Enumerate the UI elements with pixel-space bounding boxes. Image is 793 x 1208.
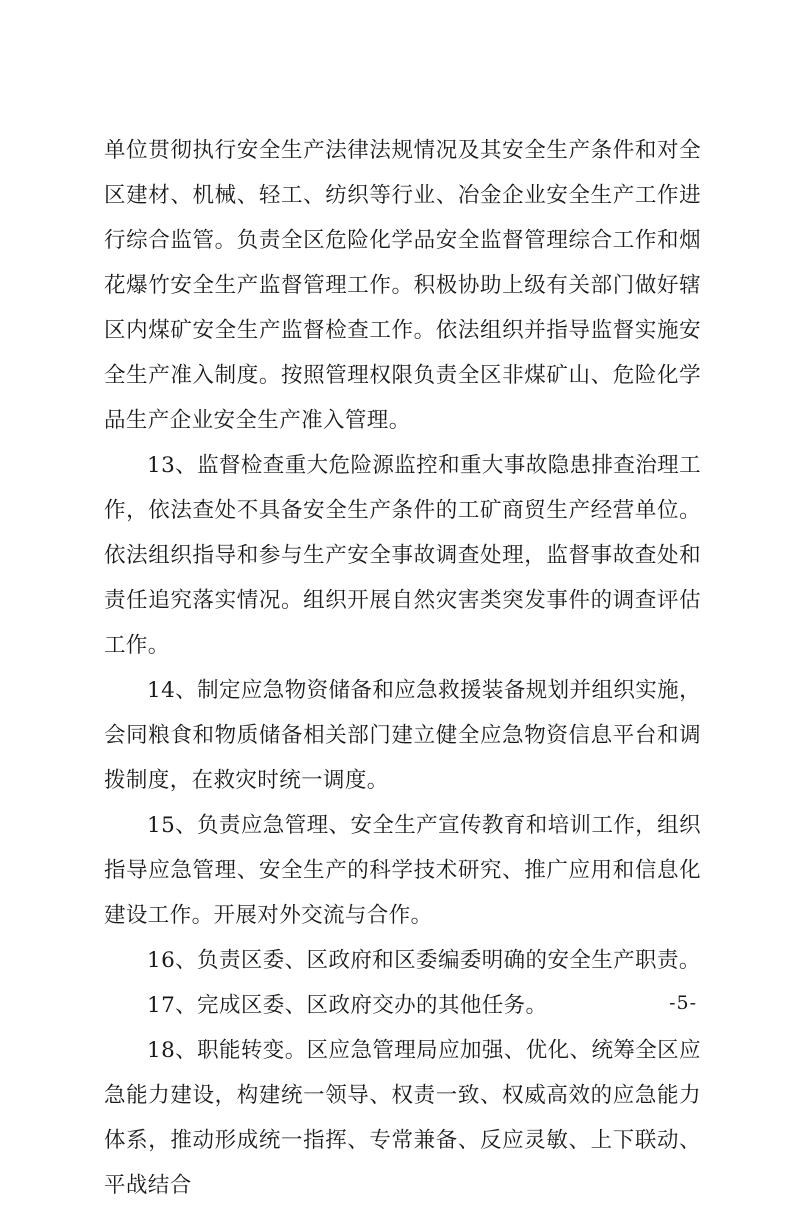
- paragraph: 16、负责区委、区政府和区委编委明确的安全生产职责。: [147, 948, 701, 973]
- paragraph: 14、制定应急物资储备和应急救援装备规划并组织实施，会同粮食和物质储备相关部门建立健全应急物资信息平台和调拨制度，在救灾时统一调度。: [104, 678, 701, 793]
- paragraph: 18、职能转变。区应急管理局应加强、优化、统筹全区应急能力建设，构建统一领导、权责一致、权威高效的应急能力体系，推动形成统一指挥、专常兼备、反应灵敏、上下联动、平战结合: [104, 1038, 701, 1198]
- paragraph: 单位贯彻执行安全生产法律法规情况及其安全生产条件和对全区建材、机械、轻工、纺织等行业、冶金企业安全生产工作进行综合监管。负责全区危险化学品安全监督管理综合工作和烟花爆竹安全生产监督管理工作。积极协助上级有关部门做好辖区内煤矿安全生产监督检查工作。依法组织并指导监督实施安全生产准入制度。按照管理权限负责全区非煤矿山、危险化学品生产企业安全生产准入管理。: [104, 138, 701, 433]
- paragraph: 13、监督检查重大危险源监控和重大事故隐患排查治理工作，依法查处不具备安全生产条件的工矿商贸生产经营单位。依法组织指导和参与生产安全事故调查处理，监督事故查处和责任追究落实情况。组织开展自然灾害类突发事件的调查评估工作。: [104, 453, 701, 658]
- paragraph: 15、负责应急管理、安全生产宣传教育和培训工作，组织指导应急管理、安全生产的科学技术研究、推广应用和信息化建设工作。开展对外交流与合作。: [104, 813, 701, 928]
- document-body: [104, 128, 701, 1208]
- page-number: -5-: [669, 992, 697, 1014]
- paragraph: 17、完成区委、区政府交办的其他任务。: [147, 993, 548, 1018]
